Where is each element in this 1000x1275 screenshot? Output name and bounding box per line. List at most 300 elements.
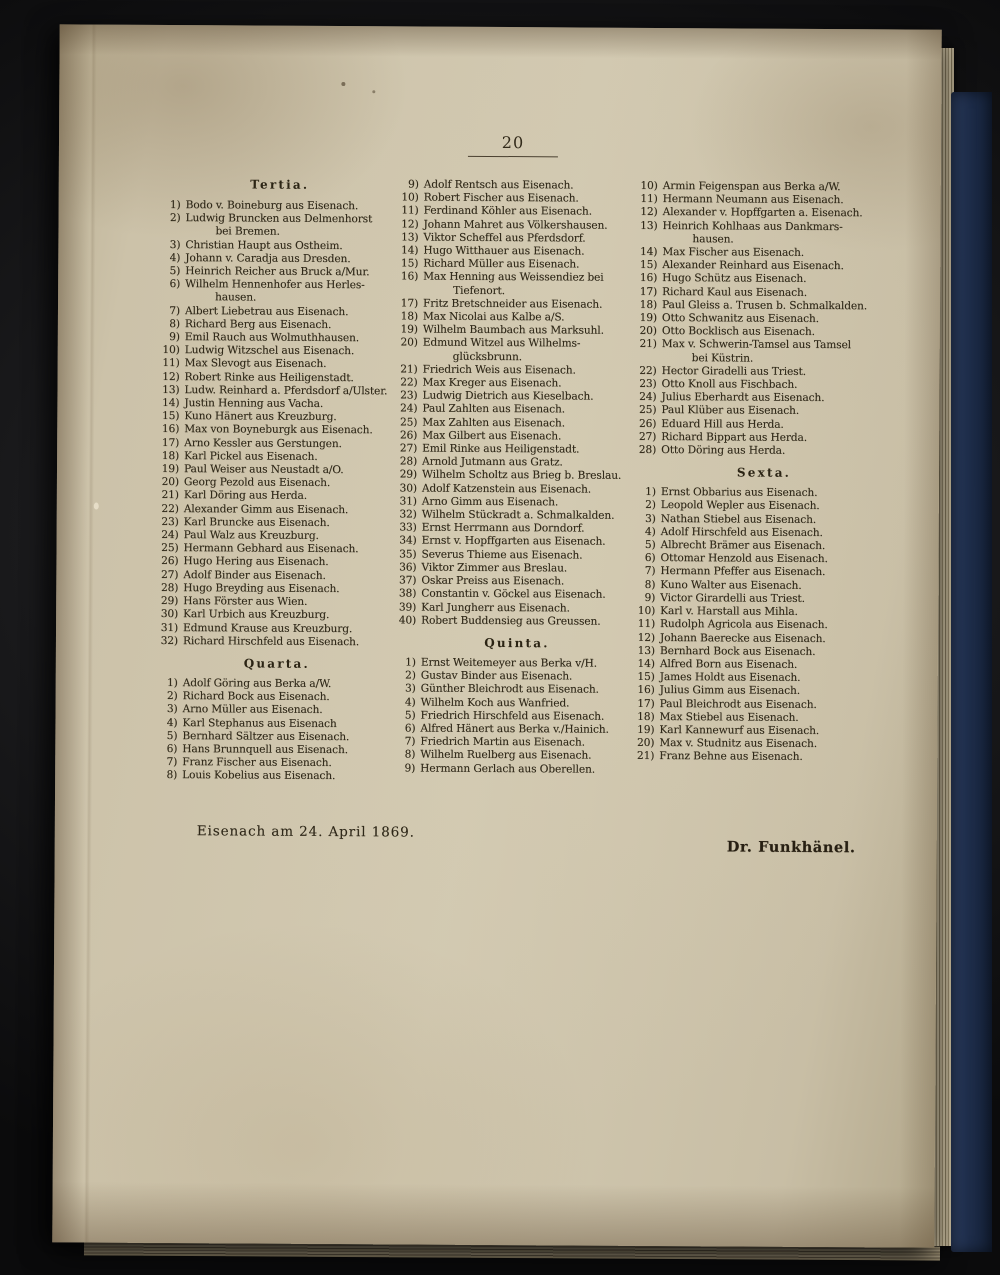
entry-number: 5) [644, 538, 656, 552]
entry-text [662, 338, 851, 366]
entry-text [421, 696, 570, 710]
entry-line: Albrecht Brämer aus Eisenach. [660, 539, 826, 553]
entry-number: 27) [638, 430, 657, 443]
entry-line: Karl Stephanus aus Eisenach [182, 716, 337, 730]
entry-number: 16) [400, 270, 419, 283]
entry-text [423, 377, 562, 391]
entry-number: 21) [639, 338, 657, 351]
entry-line: Max Slevogt aus Eisenach. [184, 357, 327, 371]
entry-line: Max Fischer aus Eisenach. [662, 246, 805, 259]
entry-text [661, 378, 797, 392]
entry-text [422, 522, 585, 536]
entry-line: Julius Gimm aus Eisenach. [659, 684, 801, 698]
entry-line: Arno Gimm aus Eisenach. [421, 495, 559, 509]
entry-line: Arno Müller aus Eisenach. [182, 703, 323, 717]
entry-line: Karl v. Harstall aus Mihla. [660, 605, 798, 618]
entry-line: Adolf Katzenstein aus Eisenach. [421, 482, 592, 496]
entry-line: Wilhelm Hennenhofer aus Herles- [185, 278, 365, 292]
entry-text [659, 750, 802, 764]
entry-number: 28) [399, 455, 418, 468]
entry-line: Paul Walz aus Kreuzburg. [183, 529, 319, 542]
entry-text [183, 703, 323, 717]
entry-text [185, 252, 350, 266]
entry-line: Hermann Pfeffer aus Eisenach. [660, 565, 826, 579]
entry-line: Franz Behne aus Eisenach. [659, 750, 803, 764]
entry-number: 18) [161, 449, 180, 462]
entry-text [185, 318, 331, 332]
entry-line: Armin Feigenspan aus Berka a/W. [662, 180, 841, 194]
entry-text [661, 526, 823, 540]
section-heading: Quarta. [243, 656, 310, 671]
entry-line: Heinrich Reicher aus Bruck a/Mur. [185, 265, 370, 279]
entry-number: 11) [637, 618, 656, 631]
entry-number: 3) [169, 238, 181, 251]
book-cover-edge [951, 92, 992, 1252]
entry-text [183, 595, 307, 609]
student-entry [398, 614, 636, 629]
entry-number: 14) [162, 396, 180, 410]
page-number-rule [468, 156, 558, 158]
student-entry [400, 271, 638, 299]
entry-text [421, 561, 567, 575]
signature: Dr. Funkhänel. [726, 838, 856, 857]
entry-line: Alfred Born aus Eisenach. [659, 657, 798, 671]
entry-line: Paul Zahlten aus Eisenach. [422, 402, 566, 416]
entry-text [420, 709, 604, 723]
entry-number: 25) [161, 542, 179, 555]
entry-line: Wilhelm Scholtz aus Brieg b. Breslau. [421, 469, 622, 483]
entry-number: 22) [161, 502, 179, 515]
entry-text [423, 337, 581, 364]
entry-number: 39) [398, 600, 417, 614]
entry-number: 12) [162, 370, 180, 383]
entry-line: Karl Jungherr aus Eisenach. [421, 601, 570, 614]
entry-number: 7) [404, 735, 416, 748]
entry-number: 14) [637, 657, 655, 670]
entry-line: Ottomar Henzold aus Eisenach. [660, 552, 828, 566]
entry-text [661, 391, 824, 405]
entry-text [661, 431, 807, 445]
entry-line: Adolf Binder aus Eisenach. [183, 568, 326, 582]
entry-number: 1) [169, 198, 181, 212]
entry-line: Otto Bocklisch aus Eisenach. [661, 325, 815, 339]
entry-text [661, 418, 784, 432]
entry-line: Eduard Hill aus Herda. [661, 417, 784, 431]
entry-text [420, 736, 585, 750]
entry-text [660, 592, 805, 606]
entry-text [423, 271, 604, 299]
entry-text [423, 311, 565, 325]
entry-number: 22) [639, 364, 657, 377]
entry-text [422, 535, 606, 549]
entry-line: Paul Bleichrodt aus Eisenach. [659, 697, 817, 711]
entry-line: Ludwig Bruncken aus Delmenhorst [185, 212, 373, 226]
entry-number: 14) [639, 245, 658, 258]
entry-text [662, 286, 807, 300]
entry-text [184, 410, 336, 424]
paper-speck [372, 90, 375, 93]
entry-number: 12) [401, 218, 419, 231]
entry-number: 10) [401, 191, 419, 204]
entry-line: Richard Kaul aus Eisenach. [662, 285, 808, 299]
entry-text [660, 698, 817, 712]
entry-text [183, 608, 329, 622]
entry-line: Richard Müller aus Eisenach. [423, 257, 580, 271]
entry-number: 24) [639, 391, 657, 404]
entry-text [422, 509, 615, 523]
student-entry [639, 219, 891, 247]
entry-number: 30) [160, 608, 179, 621]
entry-line: Max Zahlten aus Eisenach. [422, 416, 565, 430]
entry-text [422, 482, 591, 496]
section-heading: Quinta. [484, 635, 550, 651]
entry-text [422, 495, 558, 509]
entry-number: 25) [639, 404, 657, 417]
entry-number: 5) [166, 729, 178, 742]
entry-text [662, 325, 815, 339]
entry-number: 13) [640, 219, 658, 232]
entry-text [182, 769, 335, 783]
entry-number: 8) [166, 769, 178, 782]
entry-text [185, 331, 359, 345]
entry-number: 37) [398, 574, 417, 587]
entry-text [185, 265, 369, 279]
entry-text [662, 299, 867, 313]
entry-number: 5) [169, 265, 181, 278]
entry-line: Hugo Schütz aus Eisenach. [662, 272, 807, 286]
section-heading: Tertia. [250, 177, 310, 192]
entry-number: 1) [645, 486, 656, 499]
entry-number: 16) [161, 423, 180, 436]
entry-number: 25) [399, 416, 418, 429]
student-entry [160, 635, 394, 650]
entry-line: Richard Bock aus Eisenach. [182, 690, 330, 704]
entry-text [421, 575, 564, 589]
entry-number: 4) [644, 525, 656, 538]
entry-text [660, 671, 801, 685]
entry-number: 11) [162, 357, 180, 370]
entry-number: 2) [405, 669, 416, 682]
entry-line: Ernst Herrmann aus Dorndorf. [421, 521, 585, 535]
entry-line: Bernhard Sältzer aus Eisenach. [182, 729, 350, 743]
entry-text [185, 358, 327, 372]
entry-text [184, 397, 323, 411]
column-right [636, 180, 892, 765]
entry-number: 29) [160, 595, 179, 608]
entry-line: Paul Weiser aus Neustadt a/O. [183, 463, 344, 477]
entry-text [421, 614, 600, 628]
entry-line: Ludwig Witzschel aus Eisenach. [184, 344, 355, 358]
entry-line: Kuno Walter aus Eisenach. [660, 578, 802, 592]
entry-text [661, 404, 799, 418]
entry-line: Ernst Obbarius aus Eisenach. [660, 486, 818, 500]
entry-line: Viktor Scheffel aus Pferdsdorf. [423, 231, 586, 245]
entry-text [184, 503, 349, 517]
entry-number: 29) [399, 468, 418, 481]
entry-text [660, 684, 800, 698]
entry-text [183, 582, 339, 596]
entry-line: Ernst v. Hopffgarten aus Eisenach. [421, 535, 606, 549]
entry-line: Ludwig Dietrich aus Kieselbach. [422, 389, 594, 403]
entry-number: 18) [637, 710, 655, 723]
student-entry [636, 750, 888, 765]
entry-number: 32) [160, 634, 179, 647]
entry-number: 28) [638, 443, 657, 457]
entry-number: 27) [399, 442, 418, 455]
entry-line: Edmund Witzel aus Wilhelms- [422, 336, 581, 350]
entry-text [659, 724, 819, 738]
entry-number: 19) [400, 323, 418, 336]
entry-line: Hermann Gebhard aus Eisenach. [183, 542, 359, 556]
entry-number: 7) [166, 756, 178, 769]
entry-line: Johann Mahret aus Völkershausen. [423, 218, 608, 232]
entry-number: 23) [161, 515, 179, 528]
entry-number: 3) [404, 682, 416, 695]
entry-number: 23) [639, 377, 657, 391]
entry-number: 15) [161, 410, 180, 423]
entry-text [662, 272, 806, 286]
entry-text [422, 416, 565, 430]
entry-line: Friedrich Weis aus Eisenach. [422, 363, 576, 377]
entry-number: 6) [166, 742, 178, 755]
entry-number: 2) [166, 690, 178, 703]
entry-line: Friedrich Martin aus Eisenach. [420, 735, 585, 749]
entry-line: Oskar Preiss aus Eisenach. [421, 574, 565, 588]
entry-line: Hector Giradelli aus Triest. [661, 364, 806, 378]
entry-text [186, 199, 359, 213]
entry-number: 4) [166, 716, 178, 729]
entry-text [660, 658, 797, 672]
entry-line: Alexander Gimm aus Eisenach. [183, 502, 349, 516]
entry-text [422, 456, 563, 470]
entry-line: Bodo v. Boineburg aus Eisenach. [185, 199, 359, 213]
entry-number: 8) [404, 748, 416, 761]
entry-number: 16) [637, 684, 655, 697]
student-entry [397, 762, 635, 777]
entry-text [660, 618, 828, 632]
entry-number: 1) [166, 676, 178, 689]
student-entry [400, 337, 638, 365]
entry-line: Albert Liebetrau aus Eisenach. [184, 304, 349, 318]
entry-line: Hugo Hering aus Eisenach. [183, 555, 329, 569]
entry-text [182, 730, 349, 744]
entry-text [424, 192, 579, 206]
entry-line: Hermann Gerlach aus Oberellen. [420, 762, 596, 776]
entry-number: 4) [404, 695, 416, 709]
student-entry [162, 278, 396, 306]
entry-text [184, 437, 342, 451]
entry-text [663, 180, 841, 194]
entry-number: 23) [400, 389, 418, 402]
entry-number: 7) [169, 304, 181, 317]
entry-number: 35) [399, 548, 417, 561]
entry-line: Ferdinand Köhler aus Eisenach. [423, 204, 592, 218]
entry-text [183, 569, 325, 583]
document-page [52, 24, 941, 1247]
entry-line: Richard Bippart aus Herda. [661, 430, 808, 444]
entry-line: Kuno Hänert aus Kreuzburg. [184, 410, 337, 424]
entry-text [663, 193, 844, 207]
entry-line: Otto Döring aus Herda. [661, 444, 786, 457]
entry-line: Wilhelm Koch aus Wanfried. [420, 696, 570, 709]
entry-text [422, 390, 593, 404]
entry-number: 12) [637, 631, 656, 644]
entry-line: Gustav Binder aus Eisenach. [420, 669, 573, 683]
entry-number: 38) [398, 587, 417, 600]
entry-line: Max von Boyneburgk aus Eisenach. [184, 423, 373, 437]
entry-number: 31) [160, 621, 179, 634]
entry-number: 16) [639, 272, 658, 285]
entry-text [660, 631, 826, 645]
entry-line: Victor Girardelli aus Triest. [660, 591, 805, 605]
entry-text [661, 486, 818, 500]
entry-line: Max Henning aus Weissendiez bei [423, 270, 604, 285]
entry-number: 13) [637, 644, 655, 657]
entry-number: 20) [400, 336, 418, 349]
entry-line: Wilhelm Stückradt a. Schmalkalden. [421, 508, 615, 522]
entry-text [183, 677, 332, 691]
entry-line: Wilhelm Baumbach aus Marksuhl. [422, 323, 604, 337]
paper-speck [94, 503, 99, 510]
entry-number: 10) [637, 604, 656, 618]
entry-line: Georg Pezold aus Eisenach. [183, 476, 331, 490]
entry-number: 40) [398, 614, 417, 627]
entry-line: Paul Gleiss a. Trusen b. Schmalkalden. [661, 298, 868, 313]
entry-text [660, 605, 798, 619]
entry-text [423, 218, 607, 232]
entry-number: 34) [399, 534, 417, 547]
student-entry [639, 338, 891, 366]
entry-text [185, 371, 354, 385]
entry-text [184, 516, 330, 530]
entry-text [422, 403, 565, 417]
entry-text [423, 363, 576, 377]
entry-number: 9) [644, 591, 656, 604]
entry-number: 17) [637, 697, 655, 710]
entry-text [184, 476, 330, 490]
entry-number: 18) [400, 310, 418, 323]
entry-line: Alexander v. Hopffgarten a. Eisenach. [662, 206, 863, 220]
entry-number: 13) [401, 231, 419, 244]
entry-number: 8) [169, 317, 180, 330]
entry-text [422, 469, 621, 483]
entry-number: 15) [639, 259, 658, 272]
entry-text [420, 722, 608, 736]
entry-number: 2) [169, 212, 181, 225]
entry-line: Karl Urbich aus Kreuzburg. [183, 608, 330, 622]
entry-text [660, 579, 801, 593]
entry-number: 10) [162, 344, 180, 357]
entry-number: 12) [640, 206, 658, 219]
entry-line: Christian Haupt aus Ostheim. [185, 238, 343, 252]
entry-text [423, 297, 602, 311]
entry-number: 33) [399, 521, 417, 534]
entry-number: 13) [162, 383, 180, 396]
entry-text [185, 305, 348, 319]
entry-line: Richard Hirschfeld aus Eisenach. [182, 634, 360, 648]
entry-text [662, 365, 806, 379]
entry-line: Karl Pickel aus Eisenach. [184, 449, 318, 463]
entry-text [185, 278, 365, 306]
entry-text [185, 239, 342, 253]
entry-line: Arnold Jutmann aus Gratz. [422, 455, 563, 469]
entry-line: Karl Döring aus Herda. [183, 489, 308, 503]
entry-line: Franz Fischer aus Eisenach. [182, 756, 332, 770]
entry-number: 9) [408, 178, 419, 191]
entry-text [660, 565, 825, 579]
section-heading: Sexta. [736, 465, 792, 481]
entry-line: Edmund Krause aus Kreuzburg. [183, 621, 353, 635]
page-number: 20 [501, 133, 525, 153]
entry-text [662, 220, 842, 248]
entry-text [423, 324, 604, 338]
entry-text [185, 212, 372, 240]
entry-text [423, 258, 579, 272]
entry-line: Louis Kobelius aus Eisenach. [182, 769, 336, 783]
entry-text [183, 635, 359, 649]
entry-number: 17) [400, 297, 419, 310]
entry-number: 4) [169, 251, 181, 264]
entry-line: Wilhelm Ruelberg aus Eisenach. [420, 748, 592, 762]
entry-text [659, 711, 798, 725]
entry-text [662, 312, 819, 326]
entry-text [184, 463, 344, 477]
entry-number: 21) [161, 489, 179, 502]
entry-line: Adolf Rentsch aus Eisenach. [423, 178, 574, 192]
entry-line: Hugo Breyding aus Eisenach. [183, 581, 340, 595]
entry-text [662, 246, 804, 260]
entry-text [662, 259, 844, 273]
entry-text [663, 206, 863, 220]
entry-number: 26) [161, 555, 179, 568]
entry-number: 15) [400, 257, 419, 270]
entry-line: Max Kreger aus Eisenach. [422, 376, 562, 390]
entry-line: Otto Schwanitz aus Eisenach. [661, 312, 819, 325]
entry-number: 20) [636, 736, 655, 750]
entry-line: Max v. Studnitz aus Eisenach. [659, 737, 818, 751]
entry-line: Julius Eberhardt aus Eisenach. [661, 391, 825, 405]
entry-number: 24) [400, 402, 418, 415]
entry-text [661, 499, 820, 513]
entry-line: Paul Klüber aus Eisenach. [661, 404, 800, 418]
entry-text [184, 424, 372, 438]
entry-number: 17) [639, 285, 658, 298]
entry-number: 1) [405, 656, 416, 669]
entry-text [182, 756, 332, 770]
entry-text [660, 645, 816, 659]
student-entry [159, 769, 393, 784]
entry-number: 32) [399, 508, 417, 521]
entry-line: Johann Baerecke aus Eisenach. [659, 631, 826, 645]
entry-line: Hans Förster aus Wien. [183, 595, 308, 608]
entry-text [184, 490, 307, 504]
entry-line: Nathan Stiebel aus Eisenach. [660, 512, 817, 526]
entry-text [185, 344, 355, 358]
entry-number: 27) [161, 568, 179, 581]
entry-text [184, 384, 387, 398]
entry-text [421, 670, 573, 684]
entry-line: Justin Henning aus Vacha. [184, 397, 324, 410]
entry-line: Hugo Witthauer aus Eisenach. [423, 244, 585, 258]
entry-number: 3) [644, 512, 656, 525]
entry-number: 8) [644, 578, 656, 591]
entry-line: Heinrich Kohlhaas aus Dankmars- [662, 219, 843, 233]
entry-line: Viktor Zimmer aus Breslau. [421, 561, 568, 575]
entry-number: 11) [640, 193, 658, 206]
entry-line: Richard Berg aus Eisenach. [184, 317, 332, 331]
entry-line: Günther Bleichrodt aus Eisenach. [420, 682, 599, 696]
page-number-block [72, 130, 954, 159]
